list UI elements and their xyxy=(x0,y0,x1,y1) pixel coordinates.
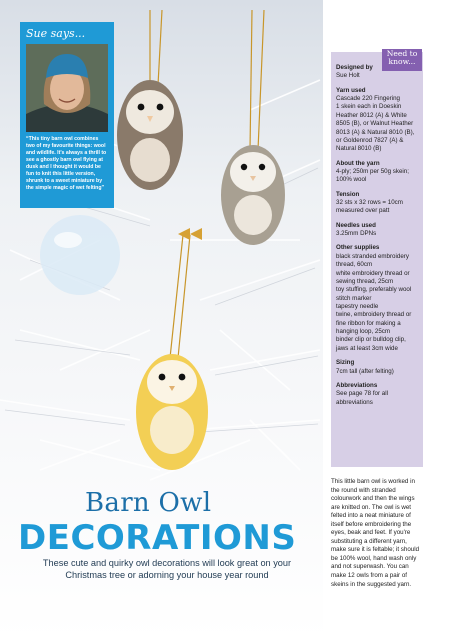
sidebar-section xyxy=(336,160,418,185)
sidebar-section-heading: Yarn used xyxy=(336,86,366,94)
sidebar-section-heading: Tension xyxy=(336,190,360,198)
sidebar-section xyxy=(336,244,418,353)
title-barn-owl: Barn Owl xyxy=(85,488,212,518)
intro-paragraph: This little barn owl is worked in the round with stranded colourwork and then the wings are knitted on. The owl is wet felted into a neat miniature of itself before embroidering the eyes, beak and feet. If you're substituting a different yarn, make sure it is feltable; it should be 100% wool, hand wash only and not superwash. You can make 12 owls from a pair of skeins in the suggested yarn. xyxy=(331,478,420,588)
sidebar-section-heading: About the yarn xyxy=(336,159,380,167)
sidebar-section-text: black stranded embroidery thread, 60cm white embroidery thread or sewing thread, 25cm toy stuffing, preferably wool stitch marker tapestry needle twine, embroidery thread or fine ribbon for making a hanging loop, 25cm binder clip or bulldog clip, jaws at least 3cm wide xyxy=(336,252,412,352)
sidebar-section xyxy=(336,222,418,239)
sidebar-section-heading: Sizing xyxy=(336,359,355,367)
sidebar-section-text: 4-ply; 250m per 50g skein; 100% wool xyxy=(336,167,409,184)
designer-portrait xyxy=(26,44,108,132)
sidebar-section xyxy=(336,191,418,216)
sidebar-section-heading: Needles used xyxy=(336,221,376,229)
sidebar-sections xyxy=(336,64,418,407)
sidebar-section-text: Cascade 220 Fingering 1 skein each in Doeskin Heather 8012 (A) & White 8505 (B), or Walnut Heather 8013 (A) & Natural 8010 (B), or Goldenrod 7827 (A) & Natural 8010 (B) xyxy=(336,95,415,153)
sidebar-section xyxy=(336,359,418,376)
sidebar-section xyxy=(336,87,418,154)
sidebar-section-text: Sue Holt xyxy=(336,72,360,80)
sidebar-section-heading: Abbreviations xyxy=(336,381,378,389)
sidebar-section-heading: Other supplies xyxy=(336,244,380,252)
sidebar-section-text: See page 78 for all abbreviations xyxy=(336,390,388,406)
sidebar-section-heading: Designed by xyxy=(336,64,373,71)
need-to-know-badge: Need to know... xyxy=(382,49,422,71)
sidebar-section-text: 7cm tall (after felting) xyxy=(336,367,394,375)
title-decorations: DECORATIONS xyxy=(18,518,297,558)
sue-says-heading: Sue says... xyxy=(26,27,86,40)
designer-photo xyxy=(26,44,108,132)
sidebar-section-text: 32 sts x 32 rows = 10cm measured over patt xyxy=(336,199,403,215)
sidebar-section xyxy=(336,382,418,407)
need-to-know-sidebar xyxy=(331,52,423,467)
subtitle: These cute and quirky owl decorations will look great on your Christmas tree or adorning your house year round xyxy=(42,558,292,581)
sue-says-box xyxy=(20,22,114,208)
sue-quote: “This tiny barn owl combines two of my favourite things: wool and wildlife. It’s always a thrill to see a ghostly barn owl flying at dusk and I thought it would be fun to knit this little version, shrunk to a sweet miniature by the simple magic of wet felting” xyxy=(26,136,107,192)
sidebar-section-text: 3.25mm DPNs xyxy=(336,230,377,238)
